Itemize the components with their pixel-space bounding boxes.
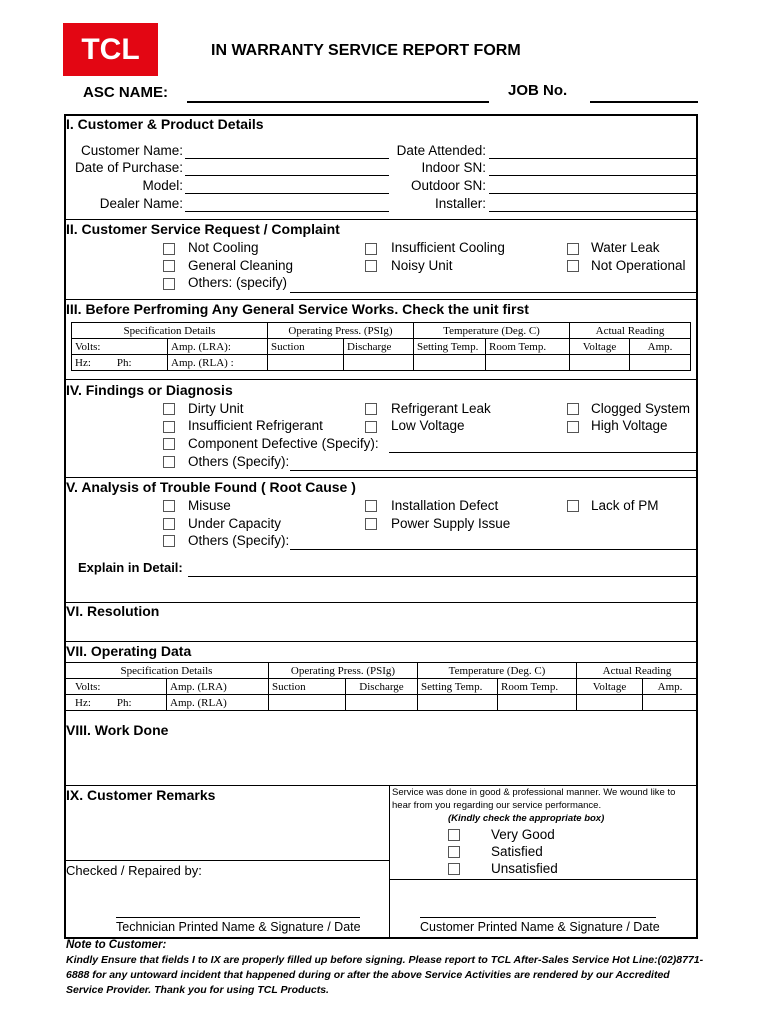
actual-reading-header: Actual Reading (577, 663, 698, 679)
section-2-title: II. Customer Service Request / Complaint (66, 221, 340, 237)
discharge-label: Discharge (346, 679, 418, 695)
customer-name-field[interactable] (185, 158, 389, 159)
high-voltage-label: High Voltage (591, 418, 668, 433)
water-leak-checkbox[interactable] (567, 243, 579, 255)
very-good-label: Very Good (491, 827, 555, 842)
divider (64, 299, 698, 300)
hz-label: Hz: (75, 696, 91, 709)
spec-details-header: Specification Details (72, 323, 268, 339)
component-defective-label: Component Defective (Specify): (188, 436, 379, 451)
hz-label: Hz: (75, 356, 91, 369)
noisy-unit-label: Noisy Unit (391, 258, 453, 273)
insufficient-cooling-checkbox[interactable] (365, 243, 377, 255)
spec-table-operating (64, 662, 698, 711)
unsatisfied-label: Unsatisfied (491, 861, 558, 876)
amp-value[interactable] (643, 695, 698, 711)
hz-ph-cell[interactable] (72, 355, 168, 371)
root-cause-others-field[interactable] (290, 549, 696, 550)
clogged-system-checkbox[interactable] (567, 403, 579, 415)
unsatisfied-checkbox[interactable] (448, 863, 460, 875)
very-good-checkbox[interactable] (448, 829, 460, 841)
clogged-system-label: Clogged System (591, 401, 691, 416)
discharge-value[interactable] (346, 695, 418, 711)
insufficient-refrigerant-label: Insufficient Refrigerant (188, 418, 323, 433)
kindly-check-note: (Kindly check the appropriate box) (448, 813, 605, 824)
operating-press-header: Operating Press. (PSIg) (268, 323, 414, 339)
spec-details-header: Specification Details (65, 663, 269, 679)
root-cause-others-label: Others (Specify): (188, 533, 290, 548)
divider (64, 379, 698, 380)
amp-rla-cell[interactable]: Amp. (RLA) : (168, 355, 268, 371)
others-label: Others: (specify) (188, 275, 288, 290)
low-voltage-label: Low Voltage (391, 418, 465, 433)
customer-signature-label: Customer Printed Name & Signature / Date (420, 920, 660, 934)
installation-defect-label: Installation Defect (391, 498, 499, 513)
divider (64, 641, 698, 642)
explain-detail-label: Explain in Detail: (78, 560, 183, 575)
room-temp-value[interactable] (498, 695, 577, 711)
job-no-field[interactable] (590, 101, 698, 103)
voltage-label: Voltage (570, 339, 630, 355)
misuse-label: Misuse (188, 498, 231, 513)
technician-signature-label: Technician Printed Name & Signature / Date (116, 920, 361, 934)
lack-of-pm-checkbox[interactable] (567, 500, 579, 512)
under-capacity-checkbox[interactable] (163, 518, 175, 530)
insufficient-cooling-label: Insufficient Cooling (391, 240, 505, 255)
voltage-value[interactable] (570, 355, 630, 371)
component-defective-checkbox[interactable] (163, 438, 175, 450)
dealer-name-label: Dealer Name: (99, 196, 183, 211)
temperature-header: Temperature (Deg. C) (414, 323, 570, 339)
section-7-title: VII. Operating Data (66, 643, 192, 659)
lack-of-pm-label: Lack of PM (591, 498, 659, 513)
power-supply-issue-checkbox[interactable] (365, 518, 377, 530)
section-1-title: I. Customer & Product Details (66, 116, 264, 132)
installation-defect-checkbox[interactable] (365, 500, 377, 512)
installer-field[interactable] (489, 211, 696, 212)
low-voltage-checkbox[interactable] (365, 421, 377, 433)
amp-lra-cell[interactable]: Amp. (LRA): (168, 339, 268, 355)
voltage-label: Voltage (577, 679, 643, 695)
discharge-value[interactable] (344, 355, 414, 371)
under-capacity-label: Under Capacity (188, 516, 282, 531)
service-statement: Service was done in good & professional manner. We wound like to hear from you regarding our service performance. (392, 787, 676, 811)
setting-temp-label: Setting Temp. (418, 679, 498, 695)
outdoor-sn-field[interactable] (489, 193, 696, 194)
ph-label: Ph: (116, 356, 132, 369)
operating-press-header: Operating Press. (PSIg) (269, 663, 418, 679)
date-of-purchase-field[interactable] (185, 175, 389, 176)
discharge-label: Discharge (344, 339, 414, 355)
temperature-header: Temperature (Deg. C) (418, 663, 577, 679)
room-temp-label: Room Temp. (498, 679, 577, 695)
water-leak-label: Water Leak (591, 240, 660, 255)
section-4-title: IV. Findings or Diagnosis (66, 382, 233, 398)
section-5-title: V. Analysis of Trouble Found ( Root Cause ) (66, 479, 356, 495)
refrigerant-leak-checkbox[interactable] (365, 403, 377, 415)
voltage-value[interactable] (577, 695, 643, 711)
divider (389, 879, 698, 880)
findings-others-label: Others (Specify): (188, 454, 290, 469)
spec-table-before (71, 322, 691, 371)
findings-others-checkbox[interactable] (163, 456, 175, 468)
room-temp-value[interactable] (486, 355, 570, 371)
explain-detail-field[interactable] (188, 576, 696, 577)
not-operational-checkbox[interactable] (567, 260, 579, 272)
ph-label: Ph: (116, 696, 132, 709)
section-9-title: IX. Customer Remarks (66, 787, 216, 803)
divider (64, 477, 698, 478)
section-8-title: VIII. Work Done (66, 722, 169, 738)
installer-label: Installer: (434, 196, 486, 211)
section-6-title: VI. Resolution (66, 603, 160, 619)
misuse-checkbox[interactable] (163, 500, 175, 512)
not-operational-label: Not Operational (591, 258, 686, 273)
general-cleaning-label: General Cleaning (188, 258, 294, 273)
suction-value[interactable] (269, 695, 346, 711)
satisfied-label: Satisfied (491, 844, 543, 859)
checked-repaired-label: Checked / Repaired by: (66, 863, 202, 878)
asc-name-field[interactable] (187, 101, 489, 103)
note-body: Kindly Ensure that fields I to IX are properly filled up before signing. Please report to TCL After-Sales Service Hot Line:(02)8771-6888 for any untoward incident that happened during or after the above Service Activities are rendered by our Accredited Service Provider. Thank you for using TCL Products. (66, 954, 704, 996)
dealer-name-field[interactable] (185, 211, 389, 212)
noisy-unit-checkbox[interactable] (365, 260, 377, 272)
model-label: Model: (142, 178, 183, 193)
actual-reading-header: Actual Reading (570, 323, 691, 339)
room-temp-label: Room Temp. (486, 339, 570, 355)
tcl-logo: TCL (63, 23, 158, 76)
dirty-unit-checkbox[interactable] (163, 403, 175, 415)
amp-label: Amp. (643, 679, 698, 695)
root-cause-others-checkbox[interactable] (163, 535, 175, 547)
customer-name-label: Customer Name: (80, 143, 183, 158)
job-no-label: JOB No. (508, 82, 568, 99)
amp-lra-cell[interactable]: Amp. (LRA) (167, 679, 269, 695)
outdoor-sn-label: Outdoor SN: (410, 178, 486, 193)
form-title: IN WARRANTY SERVICE REPORT FORM (211, 42, 521, 59)
component-defective-field[interactable] (389, 452, 696, 453)
not-cooling-label: Not Cooling (188, 240, 259, 255)
date-attended-label: Date Attended: (396, 143, 486, 158)
insufficient-refrigerant-checkbox[interactable] (163, 421, 175, 433)
satisfied-checkbox[interactable] (448, 846, 460, 858)
model-field[interactable] (185, 193, 389, 194)
indoor-sn-field[interactable] (489, 175, 696, 176)
indoor-sn-label: Indoor SN: (421, 160, 486, 175)
others-checkbox[interactable] (163, 278, 175, 290)
divider (64, 219, 698, 220)
hz-ph-cell[interactable] (65, 695, 167, 711)
setting-temp-value[interactable] (418, 695, 498, 711)
suction-value[interactable] (268, 355, 344, 371)
amp-label: Amp. (630, 339, 691, 355)
divider (64, 860, 390, 861)
general-cleaning-checkbox[interactable] (163, 260, 175, 272)
power-supply-issue-label: Power Supply Issue (391, 516, 511, 531)
amp-value[interactable] (630, 355, 691, 371)
dirty-unit-label: Dirty Unit (188, 401, 244, 416)
others-field[interactable] (290, 292, 696, 293)
suction-label: Suction (269, 679, 346, 695)
customer-signature-field[interactable] (420, 917, 656, 918)
section-3-title: III. Before Perfroming Any General Service Works. Check the unit first (66, 301, 529, 317)
suction-label: Suction (268, 339, 344, 355)
setting-temp-value[interactable] (414, 355, 486, 371)
amp-rla-cell[interactable]: Amp. (RLA) (167, 695, 269, 711)
volts-cell[interactable]: Volts: (72, 339, 168, 355)
date-attended-field[interactable] (489, 158, 696, 159)
asc-name-label: ASC NAME: (83, 84, 168, 101)
refrigerant-leak-label: Refrigerant Leak (391, 401, 491, 416)
findings-others-field[interactable] (290, 470, 696, 471)
technician-signature-field[interactable] (116, 917, 360, 918)
note-title: Note to Customer: (66, 939, 167, 951)
not-cooling-checkbox[interactable] (163, 243, 175, 255)
vertical-divider (389, 785, 390, 939)
date-of-purchase-label: Date of Purchase: (74, 160, 183, 175)
setting-temp-label: Setting Temp. (414, 339, 486, 355)
high-voltage-checkbox[interactable] (567, 421, 579, 433)
volts-cell[interactable]: Volts: (65, 679, 167, 695)
